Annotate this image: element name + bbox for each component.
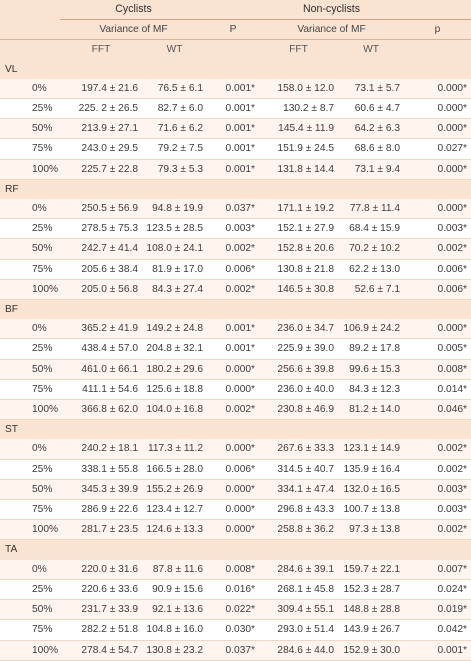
non-cyclists-wt-cell: 152.9 ± 30.0 [338,640,404,660]
cyclists-p-cell: 0.016* [207,579,259,599]
cyclists-wt-cell: 166.5 ± 28.0 [142,459,207,479]
cyclists-p-cell: 0.002* [207,239,259,259]
header-variance-non-cyclists: Variance of MF [259,20,404,40]
non-cyclists-fft-cell: 225.9 ± 39.0 [259,339,338,359]
cyclists-wt-cell: 82.7 ± 6.0 [142,99,207,119]
cyclists-wt-cell: 94.8 ± 19.9 [142,199,207,219]
header-non-cyclists: Non-cyclists [259,0,404,20]
non-cyclists-fft-cell: 258.8 ± 36.2 [259,520,338,540]
cyclists-p-cell: 0.002* [207,279,259,299]
non-cyclists-fft-cell: 151.9 ± 24.5 [259,139,338,159]
table-row [0,319,471,339]
cyclists-wt-cell: 79.3 ± 5.3 [142,159,207,179]
non-cyclists-wt-cell: 64.2 ± 6.3 [338,119,404,139]
non-cyclists-p-cell: 0.000* [404,99,471,119]
non-cyclists-p-cell: 0.003* [404,479,471,499]
percent-cell: 25% [0,219,60,239]
cyclists-p-cell: 0.002* [207,400,259,420]
header-row-groups [0,0,471,20]
cyclists-wt-cell: 149.2 ± 24.8 [142,319,207,339]
cyclists-fft-cell: 278.4 ± 54.7 [60,640,142,660]
table-row [0,339,471,359]
percent-cell: 50% [0,239,60,259]
non-cyclists-p-cell: 0.042* [404,620,471,640]
cyclists-p-cell: 0.001* [207,139,259,159]
table-row [0,579,471,599]
cyclists-p-cell: 0.006* [207,259,259,279]
non-cyclists-fft-cell: 236.0 ± 34.7 [259,319,338,339]
percent-cell: 75% [0,620,60,640]
cyclists-wt-cell: 84.3 ± 27.4 [142,279,207,299]
cyclists-wt-cell: 123.4 ± 12.7 [142,500,207,520]
cyclists-wt-cell: 79.2 ± 7.5 [142,139,207,159]
non-cyclists-fft-cell: 230.8 ± 46.9 [259,400,338,420]
cyclists-p-cell: 0.003* [207,219,259,239]
non-cyclists-fft-cell: 158.0 ± 12.0 [259,79,338,99]
cyclists-p-cell: 0.008* [207,560,259,580]
table-row [0,359,471,379]
cyclists-fft-cell: 411.1 ± 54.6 [60,379,142,399]
cyclists-wt-cell: 180.2 ± 29.6 [142,359,207,379]
cyclists-fft-cell: 242.7 ± 41.4 [60,239,142,259]
table-row [0,119,471,139]
non-cyclists-fft-cell: 268.1 ± 45.8 [259,579,338,599]
percent-cell: 100% [0,520,60,540]
non-cyclists-p-cell: 0.000* [404,79,471,99]
non-cyclists-fft-cell: 171.1 ± 19.2 [259,199,338,219]
non-cyclists-wt-cell: 68.6 ± 8.0 [338,139,404,159]
non-cyclists-wt-cell: 89.2 ± 17.8 [338,339,404,359]
header-fft-cyclists: FFT [60,40,142,60]
non-cyclists-p-cell: 0.002* [404,459,471,479]
cyclists-wt-cell: 125.6 ± 18.8 [142,379,207,399]
table-row [0,560,471,580]
header-blank [404,0,471,20]
cyclists-wt-cell: 76.5 ± 6.1 [142,79,207,99]
cyclists-fft-cell: 438.4 ± 57.0 [60,339,142,359]
non-cyclists-p-cell: 0.003* [404,219,471,239]
table-row [0,219,471,239]
header-wt-non-cyclists: WT [338,40,404,60]
non-cyclists-wt-cell: 132.0 ± 16.5 [338,479,404,499]
muscle-row [0,60,471,79]
non-cyclists-wt-cell: 152.3 ± 28.7 [338,579,404,599]
cyclists-wt-cell: 117.3 ± 11.2 [142,439,207,459]
muscle-row [0,540,471,560]
header-row-variance [0,20,471,40]
header-blank [404,40,471,60]
cyclists-p-cell: 0.037* [207,199,259,219]
non-cyclists-wt-cell: 148.8 ± 28.8 [338,600,404,620]
percent-cell: 100% [0,400,60,420]
percent-cell: 50% [0,479,60,499]
cyclists-fft-cell: 220.6 ± 33.6 [60,579,142,599]
non-cyclists-fft-cell: 296.8 ± 43.3 [259,500,338,520]
table-row [0,239,471,259]
muscle-row [0,179,471,199]
header-fft-non-cyclists: FFT [259,40,338,60]
cyclists-wt-cell: 87.8 ± 11.6 [142,560,207,580]
percent-cell: 0% [0,319,60,339]
cyclists-fft-cell: 286.9 ± 22.6 [60,500,142,520]
non-cyclists-fft-cell: 267.6 ± 33.3 [259,439,338,459]
percent-cell: 75% [0,259,60,279]
table-row [0,159,471,179]
non-cyclists-p-cell: 0.006* [404,259,471,279]
non-cyclists-p-cell: 0.000* [404,119,471,139]
cyclists-wt-cell: 104.0 ± 16.8 [142,400,207,420]
table-row [0,520,471,540]
muscle-row [0,420,471,440]
cyclists-wt-cell: 71.6 ± 6.2 [142,119,207,139]
table-row [0,79,471,99]
non-cyclists-fft-cell: 236.0 ± 40.0 [259,379,338,399]
cyclists-p-cell: 0.030* [207,620,259,640]
header-cyclists: Cyclists [60,0,207,20]
muscle-label: BF [0,300,471,320]
non-cyclists-wt-cell: 73.1 ± 5.7 [338,79,404,99]
percent-cell: 100% [0,640,60,660]
header-row-conditions [0,40,471,60]
percent-cell: 25% [0,99,60,119]
non-cyclists-wt-cell: 99.6 ± 15.3 [338,359,404,379]
cyclists-wt-cell: 104.8 ± 16.0 [142,620,207,640]
table-row [0,379,471,399]
non-cyclists-p-cell: 0.007* [404,560,471,580]
cyclists-wt-cell: 204.8 ± 32.1 [142,339,207,359]
muscle-label: RF [0,179,471,199]
percent-cell: 0% [0,439,60,459]
percent-cell: 50% [0,119,60,139]
non-cyclists-p-cell: 0.006* [404,279,471,299]
non-cyclists-fft-cell: 256.6 ± 39.8 [259,359,338,379]
non-cyclists-p-cell: 0.002* [404,439,471,459]
non-cyclists-p-cell: 0.000* [404,319,471,339]
cyclists-p-cell: 0.001* [207,339,259,359]
non-cyclists-wt-cell: 60.6 ± 4.7 [338,99,404,119]
cyclists-wt-cell: 92.1 ± 13.6 [142,600,207,620]
percent-cell: 25% [0,459,60,479]
cyclists-wt-cell: 123.5 ± 28.5 [142,219,207,239]
non-cyclists-p-cell: 0.002* [404,239,471,259]
non-cyclists-wt-cell: 62.2 ± 13.0 [338,259,404,279]
cyclists-p-cell: 0.037* [207,640,259,660]
non-cyclists-fft-cell: 152.8 ± 20.6 [259,239,338,259]
percent-cell: 0% [0,79,60,99]
cyclists-fft-cell: 282.2 ± 51.8 [60,620,142,640]
header-blank [0,40,60,60]
header-blank [207,40,259,60]
cyclists-fft-cell: 240.2 ± 18.1 [60,439,142,459]
non-cyclists-fft-cell: 130.8 ± 21.8 [259,259,338,279]
non-cyclists-wt-cell: 52.6 ± 7.1 [338,279,404,299]
table-row [0,479,471,499]
non-cyclists-wt-cell: 81.2 ± 14.0 [338,400,404,420]
muscle-label: TA [0,540,471,560]
non-cyclists-p-cell: 0.019* [404,600,471,620]
table-row [0,620,471,640]
percent-cell: 25% [0,339,60,359]
non-cyclists-fft-cell: 334.1 ± 47.4 [259,479,338,499]
cyclists-p-cell: 0.001* [207,159,259,179]
non-cyclists-p-cell: 0.014* [404,379,471,399]
cyclists-fft-cell: 365.2 ± 41.9 [60,319,142,339]
percent-cell: 0% [0,560,60,580]
cyclists-fft-cell: 338.1 ± 55.8 [60,459,142,479]
non-cyclists-fft-cell: 152.1 ± 27.9 [259,219,338,239]
table-row [0,640,471,660]
cyclists-fft-cell: 220.0 ± 31.6 [60,560,142,580]
non-cyclists-fft-cell: 130.2 ± 8.7 [259,99,338,119]
percent-cell: 100% [0,279,60,299]
header-blank [0,20,60,40]
table-row [0,600,471,620]
cyclists-fft-cell: 213.9 ± 27.1 [60,119,142,139]
non-cyclists-p-cell: 0.046* [404,400,471,420]
non-cyclists-fft-cell: 309.4 ± 55.1 [259,600,338,620]
non-cyclists-wt-cell: 73.1 ± 9.4 [338,159,404,179]
percent-cell: 25% [0,579,60,599]
percent-cell: 75% [0,379,60,399]
non-cyclists-p-cell: 0.001* [404,640,471,660]
cyclists-wt-cell: 90.9 ± 15.6 [142,579,207,599]
non-cyclists-fft-cell: 293.0 ± 51.4 [259,620,338,640]
cyclists-fft-cell: 345.3 ± 39.9 [60,479,142,499]
header-variance-cyclists: Variance of MF [60,20,207,40]
non-cyclists-wt-cell: 77.8 ± 11.4 [338,199,404,219]
header-p-cyclists: P [207,20,259,40]
non-cyclists-p-cell: 0.000* [404,159,471,179]
table-row [0,279,471,299]
cyclists-p-cell: 0.000* [207,359,259,379]
cyclists-wt-cell: 124.6 ± 13.3 [142,520,207,540]
cyclists-fft-cell: 366.8 ± 62.0 [60,400,142,420]
non-cyclists-fft-cell: 131.8 ± 14.4 [259,159,338,179]
cyclists-fft-cell: 461.0 ± 66.1 [60,359,142,379]
non-cyclists-wt-cell: 97.3 ± 13.8 [338,520,404,540]
cyclists-fft-cell: 225. 2 ± 26.5 [60,99,142,119]
table-row [0,259,471,279]
non-cyclists-p-cell: 0.008* [404,359,471,379]
table-row [0,439,471,459]
header-wt-cyclists: WT [142,40,207,60]
cyclists-p-cell: 0.000* [207,520,259,540]
non-cyclists-fft-cell: 146.5 ± 30.8 [259,279,338,299]
percent-cell: 0% [0,199,60,219]
cyclists-fft-cell: 225.7 ± 22.8 [60,159,142,179]
cyclists-p-cell: 0.000* [207,500,259,520]
cyclists-p-cell: 0.000* [207,439,259,459]
cyclists-p-cell: 0.001* [207,99,259,119]
non-cyclists-fft-cell: 284.6 ± 44.0 [259,640,338,660]
muscle-row [0,300,471,320]
non-cyclists-wt-cell: 70.2 ± 10.2 [338,239,404,259]
cyclists-p-cell: 0.001* [207,119,259,139]
header-blank [0,0,60,20]
cyclists-wt-cell: 108.0 ± 24.1 [142,239,207,259]
percent-cell: 50% [0,600,60,620]
non-cyclists-fft-cell: 314.5 ± 40.7 [259,459,338,479]
non-cyclists-p-cell: 0.024* [404,579,471,599]
table-row [0,139,471,159]
cyclists-fft-cell: 205.6 ± 38.4 [60,259,142,279]
non-cyclists-p-cell: 0.000* [404,199,471,219]
cyclists-fft-cell: 281.7 ± 23.5 [60,520,142,540]
percent-cell: 75% [0,139,60,159]
table-row [0,199,471,219]
non-cyclists-fft-cell: 145.4 ± 11.9 [259,119,338,139]
cyclists-fft-cell: 278.5 ± 75.3 [60,219,142,239]
table-row [0,99,471,119]
table-row [0,500,471,520]
non-cyclists-wt-cell: 143.9 ± 26.7 [338,620,404,640]
cyclists-p-cell: 0.001* [207,79,259,99]
muscle-label: VL [0,60,471,79]
percent-cell: 50% [0,359,60,379]
percent-cell: 100% [0,159,60,179]
cyclists-fft-cell: 243.0 ± 29.5 [60,139,142,159]
header-blank [207,0,259,20]
cyclists-fft-cell: 250.5 ± 56.9 [60,199,142,219]
table-row [0,459,471,479]
cyclists-p-cell: 0.001* [207,319,259,339]
percent-cell: 75% [0,500,60,520]
non-cyclists-p-cell: 0.027* [404,139,471,159]
cyclists-fft-cell: 197.4 ± 21.6 [60,79,142,99]
non-cyclists-wt-cell: 84.3 ± 12.3 [338,379,404,399]
muscle-label: ST [0,420,471,440]
cyclists-wt-cell: 130.8 ± 23.2 [142,640,207,660]
table-row [0,400,471,420]
cyclists-fft-cell: 205.0 ± 56.8 [60,279,142,299]
non-cyclists-wt-cell: 159.7 ± 22.1 [338,560,404,580]
cyclists-p-cell: 0.000* [207,379,259,399]
cyclists-fft-cell: 231.7 ± 33.9 [60,600,142,620]
cyclists-p-cell: 0.022* [207,600,259,620]
cyclists-wt-cell: 155.2 ± 26.9 [142,479,207,499]
non-cyclists-p-cell: 0.003* [404,500,471,520]
header-p-non-cyclists: p [404,20,471,40]
cyclists-wt-cell: 81.9 ± 17.0 [142,259,207,279]
non-cyclists-p-cell: 0.002* [404,520,471,540]
non-cyclists-wt-cell: 135.9 ± 16.4 [338,459,404,479]
non-cyclists-wt-cell: 123.1 ± 14.9 [338,439,404,459]
non-cyclists-wt-cell: 100.7 ± 13.8 [338,500,404,520]
cyclists-p-cell: 0.006* [207,459,259,479]
non-cyclists-fft-cell: 284.6 ± 39.1 [259,560,338,580]
cyclists-p-cell: 0.000* [207,479,259,499]
non-cyclists-p-cell: 0.005* [404,339,471,359]
non-cyclists-wt-cell: 106.9 ± 24.2 [338,319,404,339]
non-cyclists-wt-cell: 68.4 ± 15.9 [338,219,404,239]
